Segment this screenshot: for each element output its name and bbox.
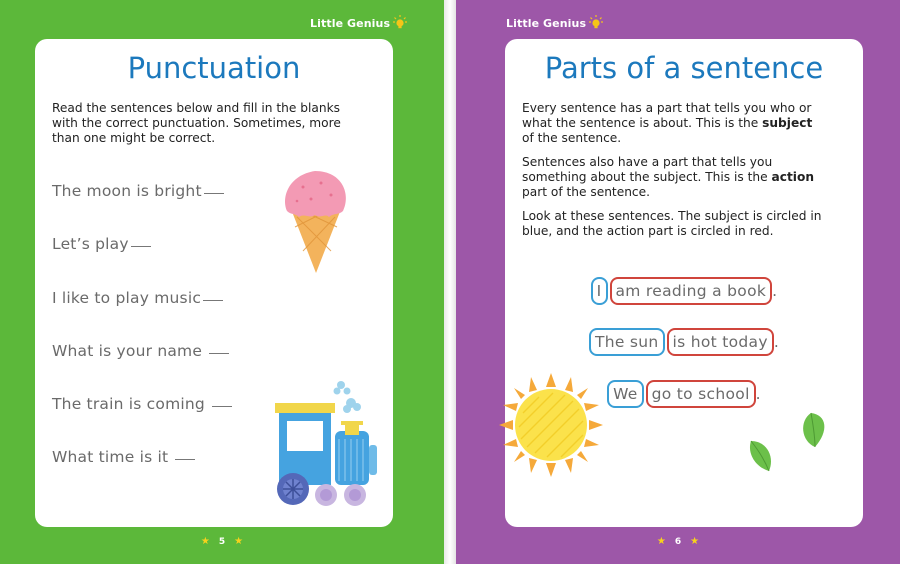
page-number-footer	[456, 536, 900, 547]
brand-header	[310, 14, 408, 33]
action-circle: is hot today	[667, 328, 774, 356]
star-icon: ★	[234, 536, 244, 547]
example-sentence-2	[505, 328, 863, 356]
action-circle: am reading a book	[610, 277, 773, 305]
paragraph-text: of the sentence.	[522, 131, 622, 145]
brand-label: Little Genius	[310, 17, 391, 30]
subject-circle: The sun	[589, 328, 665, 356]
page-title: Parts of a sentence	[544, 51, 824, 85]
sentence-text: The train is coming	[52, 395, 205, 413]
sentence-4	[52, 342, 229, 360]
sentence-end: .	[772, 282, 778, 300]
punctuation-card	[35, 39, 393, 527]
sentence-end: .	[773, 333, 780, 351]
action-term: action	[771, 170, 815, 184]
star-icon: ★	[656, 536, 666, 547]
right-page	[456, 0, 900, 564]
page-number-footer	[0, 536, 444, 547]
brand-label: Little Genius	[506, 17, 587, 30]
subject-circle: We	[607, 380, 644, 408]
subject-term: subject	[762, 116, 813, 130]
leaves-illustration	[745, 407, 835, 481]
left-page	[0, 0, 444, 564]
paragraph-subject	[522, 101, 827, 146]
ice-cream-illustration	[281, 167, 351, 281]
answer-blank[interactable]	[175, 458, 195, 460]
paragraph-text: Sentences also have a part that tells you something about the subject. This is the	[522, 155, 773, 184]
paragraph-action	[522, 155, 827, 200]
star-icon: ★	[690, 536, 700, 547]
answer-blank[interactable]	[203, 299, 223, 301]
sentence-1	[52, 182, 224, 200]
instructions: Read the sentences below and fill in the blanks with the correct punctuation. Sometimes, more than one might be correct.	[52, 101, 341, 145]
sentence-text: The moon is bright	[52, 182, 202, 200]
answer-blank[interactable]	[212, 405, 232, 407]
page-title: Punctuation	[127, 51, 301, 85]
page-number: 5	[218, 537, 226, 547]
toy-train-illustration	[271, 377, 383, 513]
lightbulb-icon	[392, 14, 408, 33]
sentence-parts-card	[505, 39, 863, 527]
sentence-text: Let’s play	[52, 235, 129, 253]
sentence-2	[52, 235, 151, 253]
sentence-text: I like to play music	[52, 289, 202, 307]
paragraph-text: Every sentence has a part that tells you who or what the sentence is about. This is the	[522, 101, 812, 130]
answer-blank[interactable]	[204, 192, 224, 194]
subject-circle: I	[591, 277, 608, 305]
sentence-6	[52, 448, 195, 466]
sentence-end: .	[755, 385, 761, 403]
answer-blank[interactable]	[131, 245, 151, 247]
action-circle: go to school	[646, 380, 756, 408]
star-icon: ★	[200, 536, 210, 547]
paragraph-instructions: Look at these sentences. The subject is circled in blue, and the action part is circled in red.	[522, 209, 822, 238]
brand-header	[506, 14, 604, 33]
book-gutter	[444, 0, 456, 564]
answer-blank[interactable]	[209, 352, 229, 354]
paragraph-text: part of the sentence.	[522, 185, 651, 199]
example-sentence-1	[505, 277, 863, 305]
sentence-text: What is your name	[52, 342, 203, 360]
sun-illustration	[499, 373, 603, 481]
sentence-5	[52, 395, 232, 413]
sentence-text: What time is it	[52, 448, 169, 466]
lightbulb-icon	[588, 14, 604, 33]
page-number: 6	[674, 537, 682, 547]
sentence-3	[52, 289, 223, 307]
